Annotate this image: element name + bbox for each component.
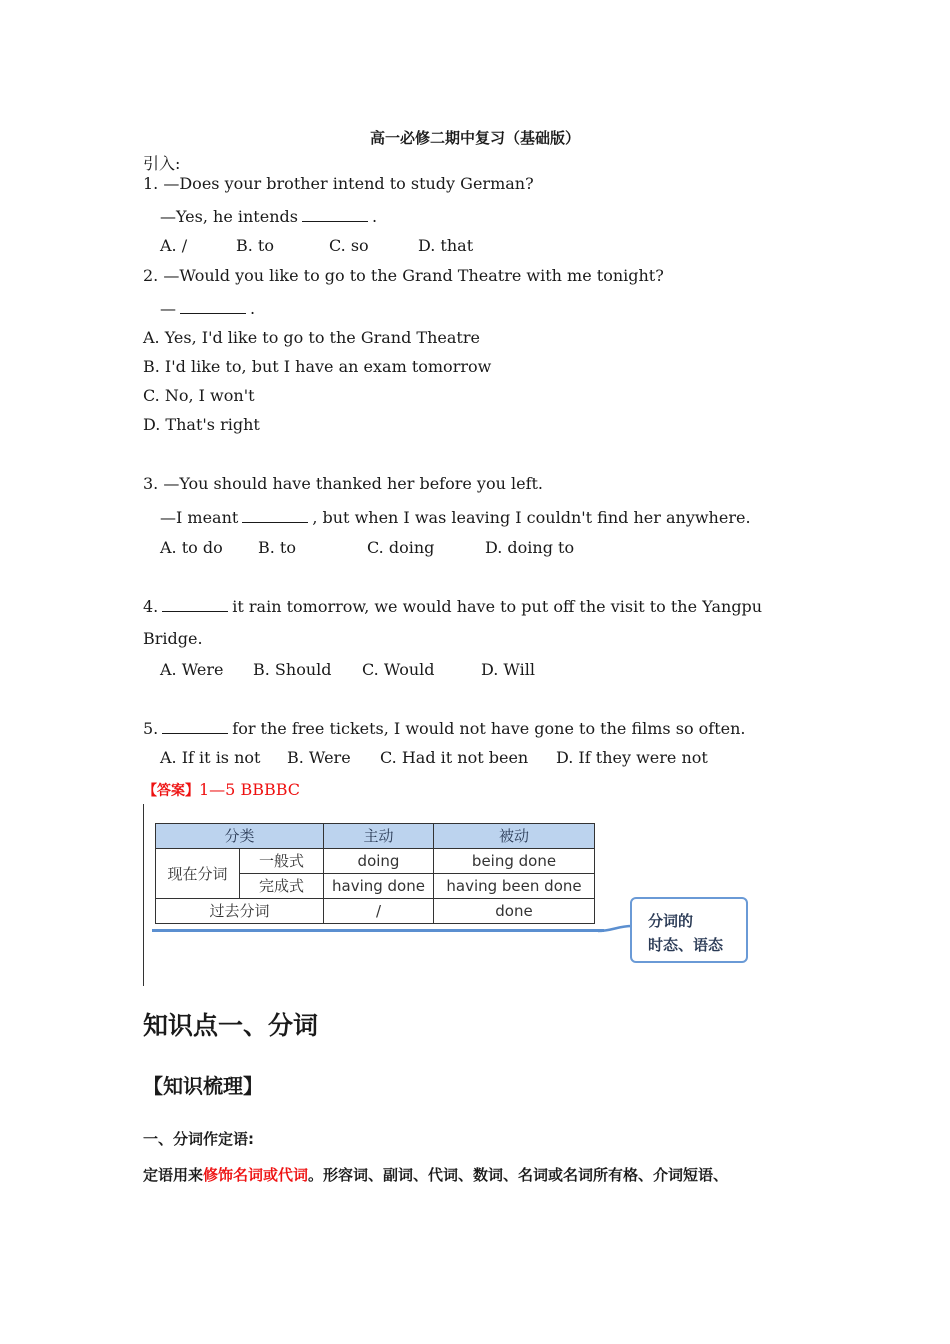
q1-options (160, 236, 473, 255)
q4-options (160, 660, 535, 679)
q3-option-c: C. doing (367, 538, 435, 557)
q1-option-b: B. to (236, 236, 274, 255)
intro-label: 引入: (143, 154, 181, 173)
row-passive: being done (434, 849, 595, 874)
row-passive: having been done (434, 874, 595, 899)
q3-blank (242, 508, 308, 523)
past-participle-label: 过去分词 (156, 899, 324, 924)
page-title: 高一必修二期中复习（基础版） (369, 129, 580, 147)
past-passive: done (434, 899, 595, 924)
q5-stem (143, 719, 746, 738)
q1-option-c: C. so (329, 236, 369, 255)
row-type: 一般式 (240, 849, 324, 874)
q5-number: 5. (143, 719, 159, 738)
q1-reply (160, 207, 377, 226)
q2-stem: 2. —Would you like to go to the Grand Theatre with me tonight? (143, 266, 664, 285)
q5-option-b: B. Were (287, 748, 351, 767)
q3-reply (160, 508, 751, 527)
q2-option-b: B. I'd like to, but I have an exam tomorrow (143, 357, 492, 376)
q3-option-b: B. to (258, 538, 296, 557)
answer-value: 1—5 BBBBC (199, 780, 301, 799)
q5-text: for the free tickets, I would not have gone to the films so often. (232, 719, 746, 738)
body-highlight: 修饰名词或代词 (203, 1166, 309, 1184)
q4-blank (162, 597, 228, 612)
q1-blank (302, 207, 368, 222)
header-active: 主动 (324, 824, 434, 849)
row-active: having done (324, 874, 434, 899)
row-type: 完成式 (240, 874, 324, 899)
figure-mindmap-node (630, 897, 748, 963)
header-category: 分类 (156, 824, 324, 849)
body-post: 。形容词、副词、代词、数词、名词或名词所有格、介词短语、 (308, 1166, 729, 1184)
q5-option-d: D. If they were not (556, 748, 708, 767)
q3-reply-post: , but when I was leaving I couldn't find her anywhere. (312, 508, 751, 527)
q1-option-a: A. / (160, 236, 188, 255)
body-pre: 定语用来 (143, 1166, 204, 1184)
participle-table (155, 823, 595, 924)
figure-left-rule (143, 804, 144, 986)
point-title: 一、分词作定语: (143, 1130, 254, 1148)
q5-options (160, 748, 708, 767)
q4-text: it rain tomorrow, we would have to put off the visit to the Yangpu (232, 597, 763, 616)
q4-number: 4. (143, 597, 159, 616)
node-line-2: 时态、语态 (648, 936, 724, 954)
q3-options (160, 538, 574, 557)
table-row (156, 899, 595, 924)
q2-blank (180, 299, 246, 314)
table-header-row (156, 824, 595, 849)
row-active: doing (324, 849, 434, 874)
q1-reply-pre: —Yes, he intends (160, 207, 298, 226)
answer-label: 【答案】 (143, 783, 199, 799)
q1-option-d: D. that (418, 236, 474, 255)
q4-stem-cont: Bridge. (143, 629, 203, 648)
q4-option-b: B. Should (253, 660, 332, 679)
answer-line (143, 780, 300, 800)
past-active: / (324, 899, 434, 924)
q2-option-c: C. No, I won't (143, 386, 255, 405)
q4-option-d: D. Will (481, 660, 535, 679)
body-paragraph (143, 1164, 728, 1185)
q4-option-a: A. Were (160, 660, 224, 679)
present-participle-label: 现在分词 (156, 849, 240, 899)
q3-option-d: D. doing to (485, 538, 575, 557)
q2-option-d: D. That's right (143, 415, 260, 434)
table-row (156, 849, 595, 874)
q3-reply-pre: —I meant (160, 508, 239, 527)
q5-option-a: A. If it is not (160, 748, 261, 767)
q2-reply-pre: — (160, 299, 176, 318)
q3-option-a: A. to do (160, 538, 223, 557)
q2-option-a: A. Yes, I'd like to go to the Grand Theatre (143, 328, 480, 347)
header-passive: 被动 (434, 824, 595, 849)
q4-stem (143, 597, 762, 616)
figure-base-line (152, 929, 604, 932)
q2-reply (160, 299, 255, 318)
q5-option-c: C. Had it not been (380, 748, 529, 767)
subsection-title: 【知识梳理】 (143, 1074, 263, 1098)
node-line-1: 分词的 (648, 912, 694, 930)
q3-stem: 3. —You should have thanked her before you left. (143, 474, 544, 493)
q4-option-c: C. Would (362, 660, 435, 679)
section-title: 知识点一、分词 (143, 1011, 319, 1040)
q1-stem: 1. —Does your brother intend to study German? (143, 174, 534, 193)
q5-blank (162, 719, 228, 734)
q2-reply-post: . (250, 299, 256, 318)
q1-reply-post: . (371, 207, 378, 226)
